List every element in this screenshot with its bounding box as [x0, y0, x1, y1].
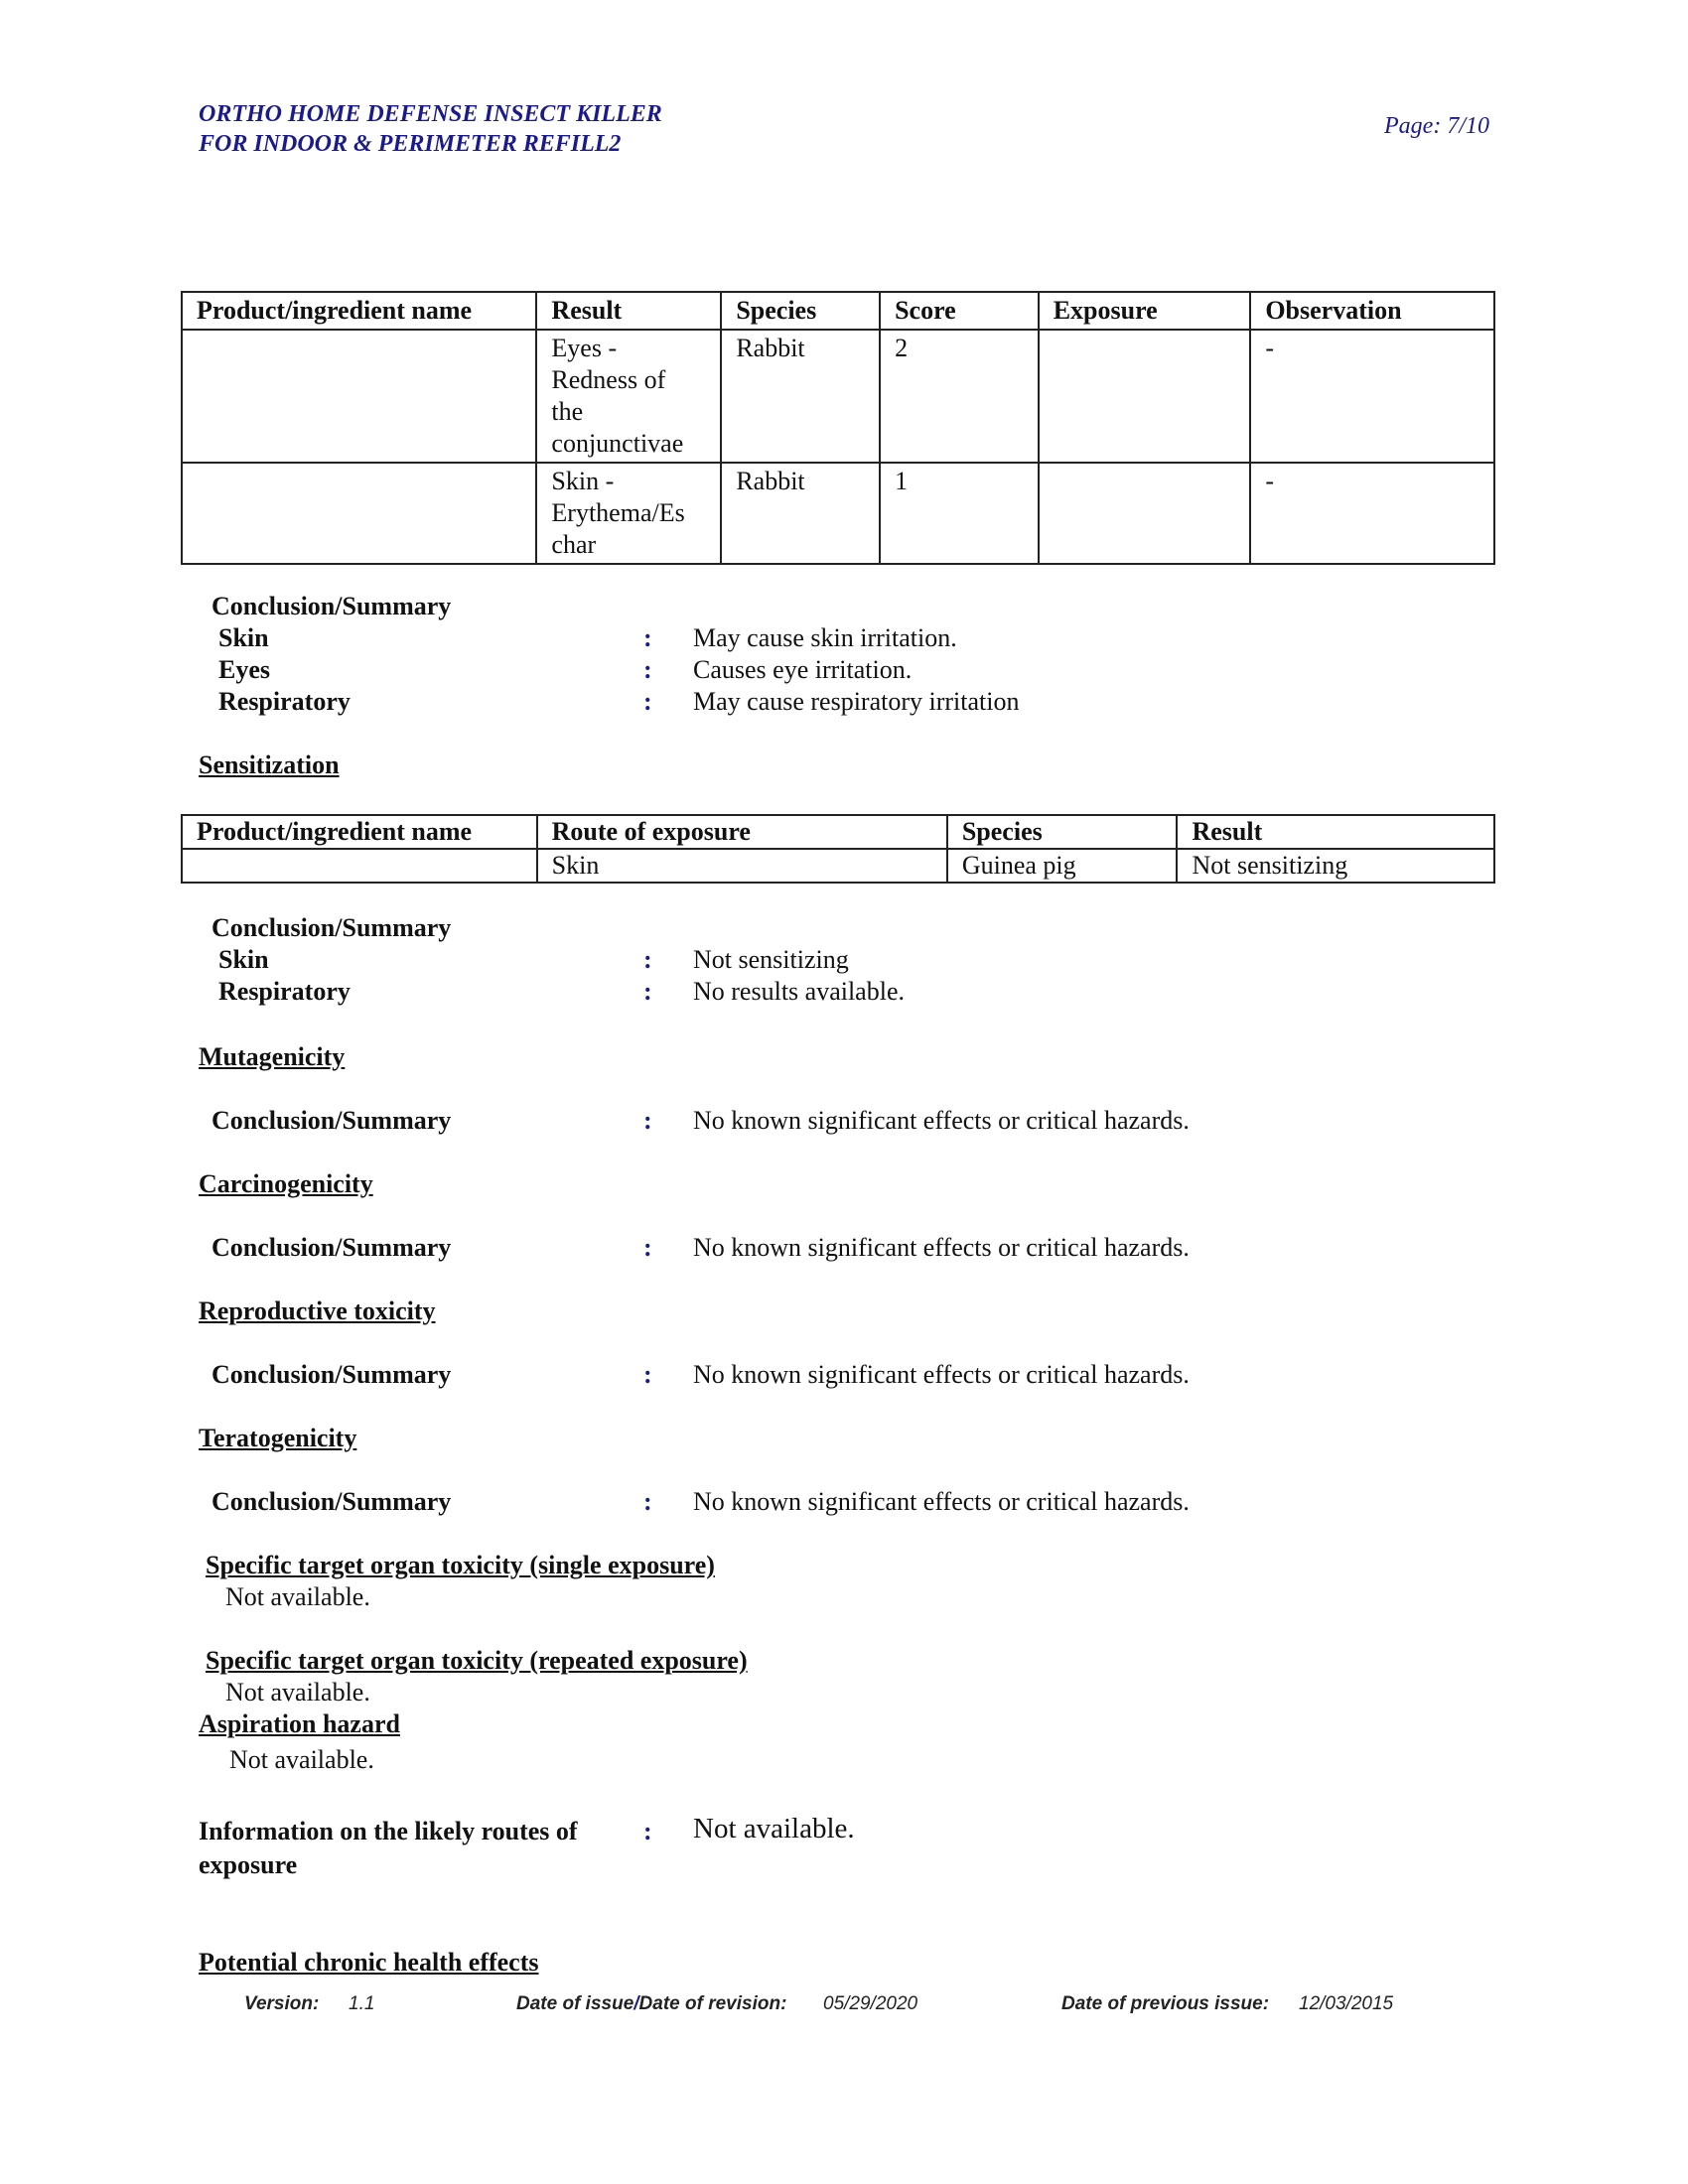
cell-route: Skin: [537, 849, 947, 883]
colon: :: [643, 1817, 652, 1845]
result-line: Eyes -: [551, 334, 618, 362]
title-line-2: FOR INDOOR & PERIMETER REFILL2: [199, 131, 622, 157]
eyes-label: Eyes: [218, 655, 270, 684]
colon: :: [643, 977, 652, 1006]
colon: :: [643, 687, 652, 716]
section-chronic-health-effects: Potential chronic health effects: [199, 1948, 539, 1977]
issue-label-b: Date of revision:: [638, 1993, 787, 2014]
conclusion-value: No known significant effects or critical hazards.: [693, 1233, 1190, 1262]
footer-prev-label: Date of previous issue:: [1061, 1993, 1270, 2014]
footer-version-value: 1.1: [349, 1993, 375, 2014]
section-stot-repeated: Specific target organ toxicity (repeated exposure): [206, 1646, 748, 1675]
cell-name: [182, 330, 536, 463]
aspiration-value: Not available.: [229, 1745, 374, 1774]
skin-label: Skin: [218, 945, 269, 974]
colon: :: [643, 1233, 652, 1262]
col-header: Exposure: [1039, 292, 1251, 330]
cell-name: [182, 849, 537, 883]
section-sensitization: Sensitization: [199, 751, 340, 779]
irritation-table: [181, 291, 1495, 565]
cell-name: [182, 463, 536, 564]
table-header-row: [182, 815, 1494, 849]
col-header: Species: [721, 292, 880, 330]
cell-species: Rabbit: [721, 330, 880, 463]
section-aspiration-hazard: Aspiration hazard: [199, 1709, 400, 1738]
result-line: Skin -: [551, 467, 615, 495]
skin-value: Not sensitizing: [693, 945, 849, 974]
colon: :: [643, 945, 652, 974]
stot-single-value: Not available.: [225, 1582, 370, 1611]
respiratory-label: Respiratory: [218, 687, 351, 716]
conclusion-heading: Conclusion/Summary: [211, 913, 452, 942]
table-row: [182, 849, 1494, 883]
colon: :: [643, 655, 652, 684]
conclusion-value: No known significant effects or critical hazards.: [693, 1487, 1190, 1516]
eyes-value: Causes eye irritation.: [693, 655, 913, 684]
result-line: conjunctivae: [551, 429, 684, 458]
page-number: Page: 7/10: [1384, 113, 1489, 139]
result-line: the: [551, 397, 584, 426]
skin-label: Skin: [218, 623, 269, 652]
conclusion-label: Conclusion/Summary: [211, 1106, 452, 1135]
section-reproductive-toxicity: Reproductive toxicity: [199, 1297, 436, 1325]
col-header: Species: [947, 815, 1178, 849]
issue-label-a: Date of issue: [516, 1993, 634, 2014]
colon: :: [643, 623, 652, 652]
table-row: [182, 330, 1494, 463]
section-carcinogenicity: Carcinogenicity: [199, 1169, 373, 1198]
conclusion-heading: Conclusion/Summary: [211, 592, 452, 620]
footer-issue-value: 05/29/2020: [823, 1993, 918, 2014]
cell-exposure: [1039, 463, 1251, 564]
section-mutagenicity: Mutagenicity: [199, 1042, 346, 1071]
routes-label-line: Information on the likely routes of: [199, 1817, 578, 1845]
colon: :: [643, 1106, 652, 1135]
respiratory-label: Respiratory: [218, 977, 351, 1006]
table-header-row: [182, 292, 1494, 330]
result-line: char: [551, 530, 597, 559]
col-header: Result: [536, 292, 721, 330]
cell-species: Guinea pig: [947, 849, 1178, 883]
cell-result: Not sensitizing: [1177, 849, 1494, 883]
cell-observation: -: [1250, 463, 1494, 564]
col-header: Observation: [1250, 292, 1494, 330]
footer-prev-value: 12/03/2015: [1299, 1993, 1394, 2014]
cell-result: [536, 330, 721, 463]
section-stot-single: Specific target organ toxicity (single exposure): [206, 1551, 715, 1579]
colon: :: [643, 1487, 652, 1516]
respiratory-value: No results available.: [693, 977, 905, 1006]
footer-issue-label: [516, 1993, 786, 2015]
routes-label: [199, 1815, 578, 1882]
conclusion-value: No known significant effects or critical hazards.: [693, 1106, 1190, 1135]
cell-score: 1: [880, 463, 1039, 564]
title-line-1: ORTHO HOME DEFENSE INSECT KILLER: [199, 101, 662, 127]
issue-slash: /: [633, 1993, 639, 2014]
colon: :: [643, 1360, 652, 1389]
conclusion-label: Conclusion/Summary: [211, 1487, 452, 1516]
col-header: Route of exposure: [537, 815, 947, 849]
stot-repeated-value: Not available.: [225, 1678, 370, 1706]
result-line: Redness of: [551, 365, 666, 394]
document-title: [199, 99, 662, 159]
conclusion-value: No known significant effects or critical hazards.: [693, 1360, 1190, 1389]
col-header: Result: [1177, 815, 1494, 849]
col-header: Product/ingredient name: [182, 292, 536, 330]
section-teratogenicity: Teratogenicity: [199, 1424, 357, 1452]
cell-score: 2: [880, 330, 1039, 463]
col-header: Product/ingredient name: [182, 815, 537, 849]
conclusion-label: Conclusion/Summary: [211, 1233, 452, 1262]
skin-value: May cause skin irritation.: [693, 623, 957, 652]
cell-species: Rabbit: [721, 463, 880, 564]
col-header: Score: [880, 292, 1039, 330]
footer-version-label: Version:: [244, 1993, 320, 2014]
result-line: Erythema/Es: [551, 498, 685, 527]
respiratory-value: May cause respiratory irritation: [693, 687, 1020, 716]
cell-exposure: [1039, 330, 1251, 463]
cell-result: [536, 463, 721, 564]
conclusion-label: Conclusion/Summary: [211, 1360, 452, 1389]
table-row: [182, 463, 1494, 564]
routes-value: Not available.: [693, 1813, 855, 1844]
cell-observation: -: [1250, 330, 1494, 463]
routes-label-line: exposure: [199, 1850, 298, 1879]
sensitization-table: [181, 814, 1495, 884]
